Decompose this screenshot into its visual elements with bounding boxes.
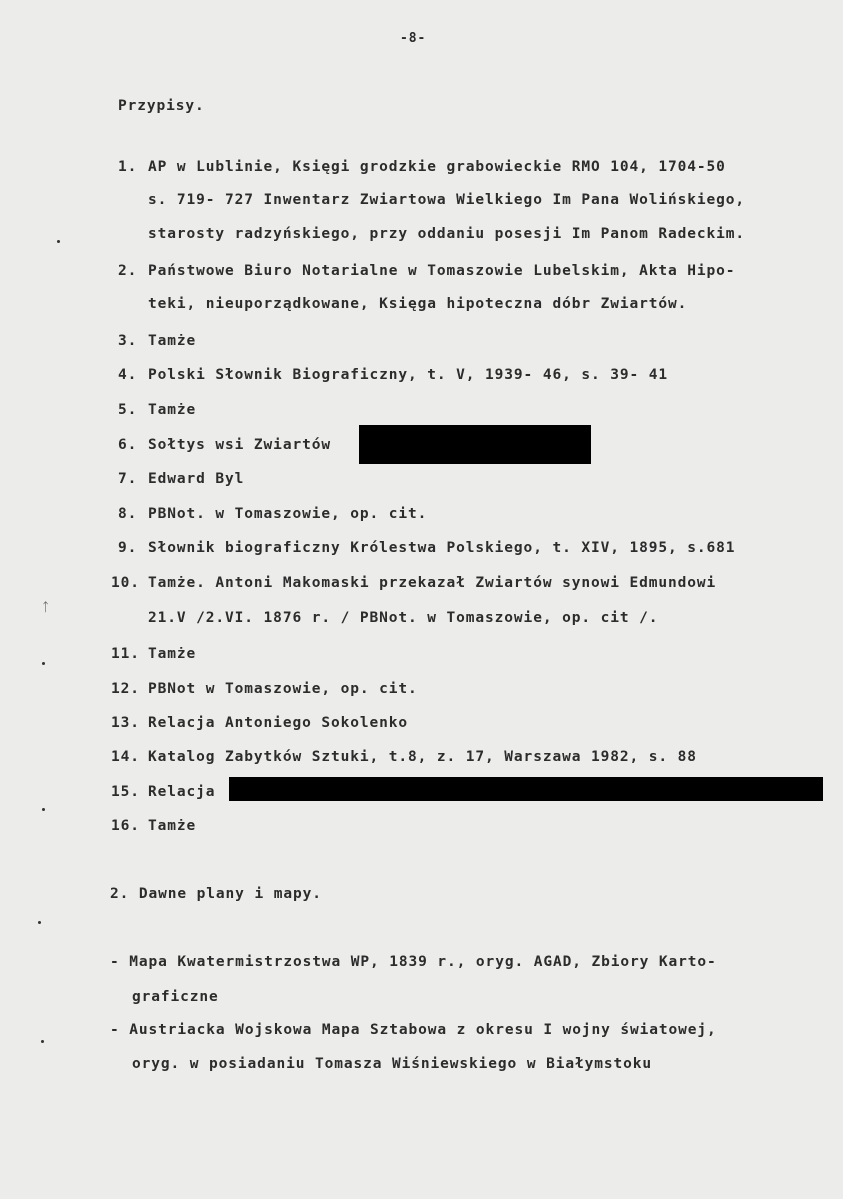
footnote-text: starosty radzyńskiego, przy oddaniu posesji Im Panom Radeckim. [148,226,746,242]
maps-section-title: 2. Dawne plany i mapy. [110,886,322,902]
map-entry-text: - Austriacka Wojskowa Mapa Sztabowa z okresu I wojny światowej, [110,1022,717,1038]
footnote-text: teki, nieuporządkowane, Księga hipoteczna dóbr Zwiartów. [148,296,688,312]
footnote-text: Tamże [148,402,197,418]
footnote-number: 1. [118,159,138,175]
footnote-number: 4. [118,367,138,383]
footnote-text: Relacja Antoniego Sokolenko [148,715,409,731]
footnote-text: Katalog Zabytków Sztuki, t.8, z. 17, Warszawa 1982, s. 88 [148,749,697,765]
footnote-text: Słownik biograficzny Królestwa Polskiego, t. XIV, 1895, s.681 [148,540,736,556]
footnote-number: 7. [118,471,138,487]
footnote-text: PBNot w Tomaszowie, op. cit. [148,681,418,697]
margin-speck [57,240,60,243]
footnote-number: 2. [118,263,138,279]
footnote-text: PBNot. w Tomaszowie, op. cit. [148,506,428,522]
page-number: -8- [400,31,427,46]
footnote-text: Edward Byl [148,471,245,487]
footnote-text: Relacja [148,784,216,800]
footnote-text: s. 719- 727 Inwentarz Zwiartowa Wielkiego Im Pana Wolińskiego, [148,192,746,208]
footnote-number: 11. [111,646,140,662]
map-entry-text: oryg. w posiadaniu Tomasza Wiśniewskiego w Białymstoku [132,1056,653,1072]
footnote-number: 8. [118,506,138,522]
footnote-number: 3. [118,333,138,349]
footnote-number: 15. [111,784,140,800]
map-entry-text: - Mapa Kwatermistrzostwa WP, 1839 r., oryg. AGAD, Zbiory Karto- [110,954,717,970]
margin-speck [41,1040,44,1043]
map-entry-text: graficzne [132,989,219,1005]
footnote-number: 5. [118,402,138,418]
footnote-text: Państwowe Biuro Notarialne w Tomaszowie Lubelskim, Akta Hipo- [148,263,736,279]
footnote-text: Tamże. Antoni Makomaski przekazał Zwiartów synowi Edmundowi [148,575,717,591]
footnote-text: Polski Słownik Biograficzny, t. V, 1939- 46, s. 39- 41 [148,367,669,383]
footnote-text: 21.V /2.VI. 1876 r. / PBNot. w Tomaszowie, op. cit /. [148,610,659,626]
footnote-number: 9. [118,540,138,556]
margin-speck: ᛏ [42,600,50,614]
footnote-number: 14. [111,749,140,765]
footnote-text: Tamże [148,333,197,349]
footnote-number: 16. [111,818,140,834]
margin-speck [38,921,41,924]
footnote-number: 13. [111,715,140,731]
margin-speck [42,808,45,811]
redaction-box [359,425,591,464]
footnote-text: AP w Lublinie, Księgi grodzkie grabowieckie RMO 104, 1704-50 [148,159,726,175]
footnote-number: 12. [111,681,140,697]
margin-speck [42,662,45,665]
footnote-text: Tamże [148,818,197,834]
footnote-number: 6. [118,437,138,453]
footnote-number: 10. [111,575,140,591]
section-title: Przypisy. [118,98,205,114]
footnote-text: Sołtys wsi Zwiartów [148,437,331,453]
footnote-text: Tamże [148,646,197,662]
redaction-box [229,777,823,801]
